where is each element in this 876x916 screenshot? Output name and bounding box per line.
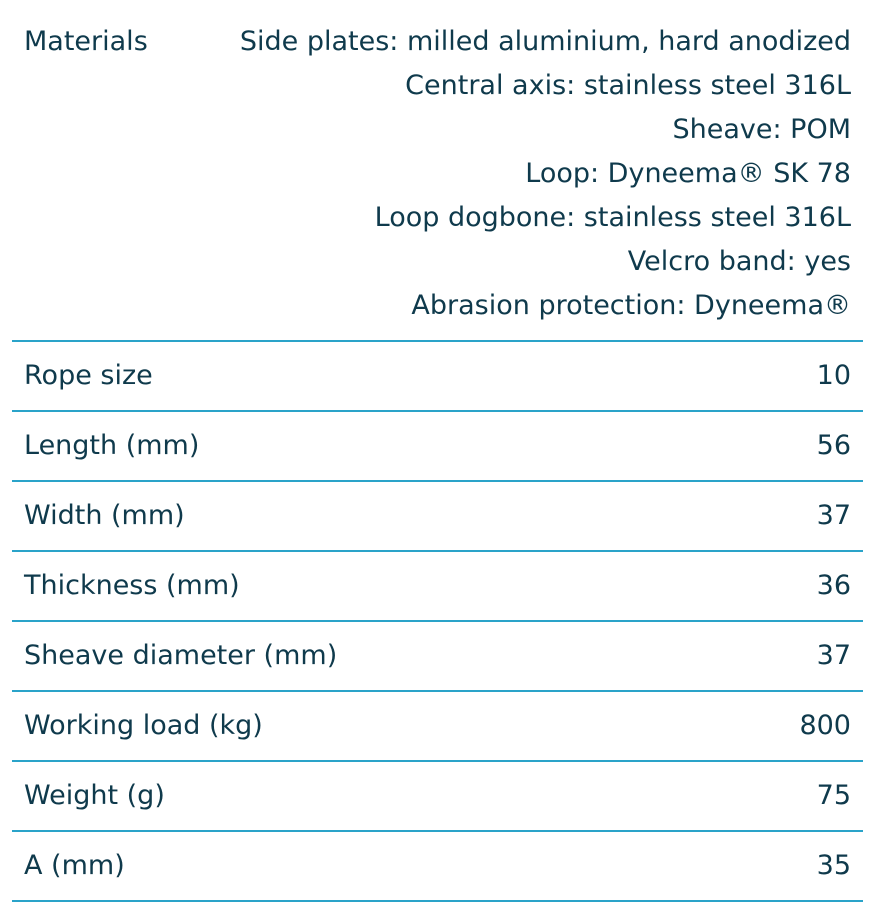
spec-row-rope-size bbox=[12, 342, 863, 412]
spec-row-thickness bbox=[12, 552, 863, 622]
material-item: Side plates: milled aluminium, hard anodized bbox=[239, 26, 851, 57]
spec-label: Weight (g) bbox=[24, 780, 165, 811]
material-item: Loop dogbone: stainless steel 316L bbox=[374, 202, 851, 233]
spec-table bbox=[12, 0, 863, 902]
material-item: Central axis: stainless steel 316L bbox=[405, 70, 851, 101]
material-item: Sheave: POM bbox=[672, 114, 851, 145]
spec-value: 10 bbox=[816, 360, 851, 391]
spec-row-length bbox=[12, 412, 863, 482]
spec-label: Rope size bbox=[24, 360, 153, 391]
material-item: Loop: Dyneema® SK 78 bbox=[525, 158, 851, 189]
spec-row-materials bbox=[12, 0, 863, 342]
material-item: Velcro band: yes bbox=[627, 246, 851, 277]
spec-value: 800 bbox=[799, 710, 851, 741]
material-item: Abrasion protection: Dyneema® bbox=[411, 290, 851, 321]
spec-label: Materials bbox=[24, 26, 148, 57]
spec-row-weight bbox=[12, 762, 863, 832]
spec-row-sheave-diameter bbox=[12, 622, 863, 692]
spec-value: 37 bbox=[816, 500, 851, 531]
spec-row-working-load bbox=[12, 692, 863, 762]
spec-value: 75 bbox=[816, 780, 851, 811]
spec-label: A (mm) bbox=[24, 850, 125, 881]
spec-value: 56 bbox=[816, 430, 851, 461]
spec-value: 37 bbox=[816, 640, 851, 671]
spec-label: Width (mm) bbox=[24, 500, 185, 531]
spec-value: 36 bbox=[816, 570, 851, 601]
spec-row-width bbox=[12, 482, 863, 552]
spec-row-a bbox=[12, 832, 863, 902]
spec-label: Length (mm) bbox=[24, 430, 200, 461]
spec-label: Sheave diameter (mm) bbox=[24, 640, 338, 671]
spec-label: Working load (kg) bbox=[24, 710, 263, 741]
spec-value: 35 bbox=[816, 850, 851, 881]
materials-list bbox=[240, 20, 851, 328]
spec-label: Thickness (mm) bbox=[24, 570, 240, 601]
